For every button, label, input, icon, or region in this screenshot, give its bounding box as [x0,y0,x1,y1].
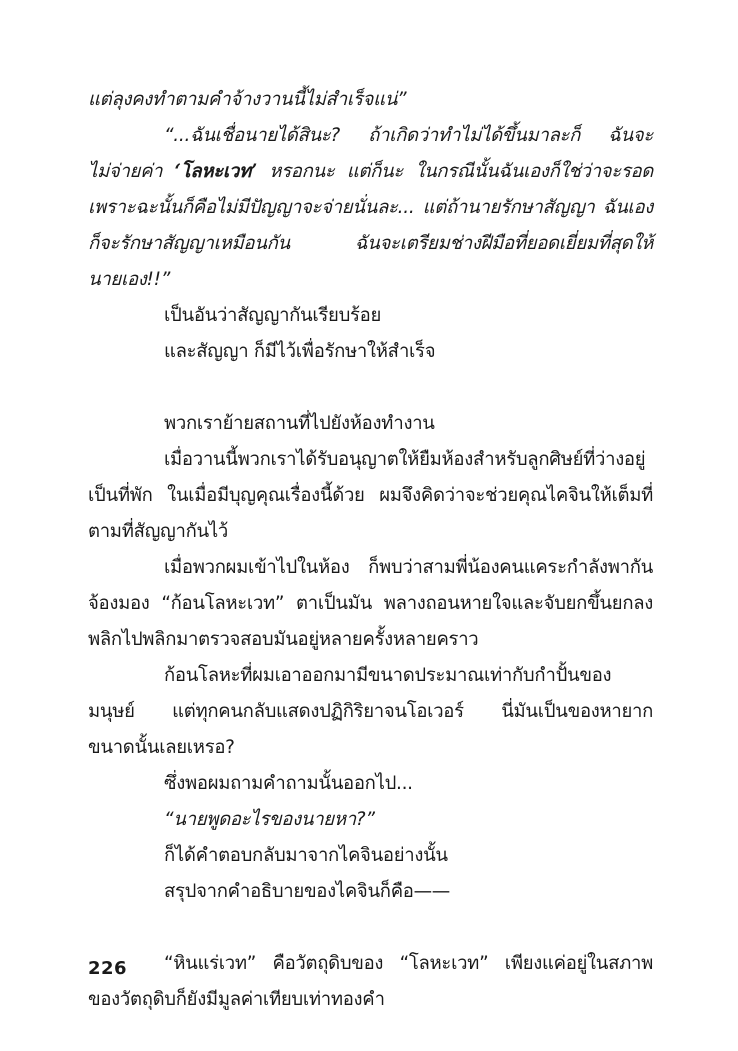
text-line: ขนาดนั้นเลยเหรอ? [88,737,235,758]
text-line: สรุปจากคำอธิบายของไคจินก็คือ—— [164,881,450,902]
text-line: “...ฉันเชื่อนายได้สินะ? ถ้าเกิดว่าทำไม่ได้ขึ้นมาละก็ ฉันจะ [164,125,653,146]
body-text [88,82,653,1018]
text-line: “หินแร่เวท” คือวัตถุดิบของ “โลหะเวท” เพียงแค่อยู่ในสภาพ [164,953,653,974]
text-line: จ้องมอง “ก้อนโลหะเวท” ตาเป็นมัน พลางถอนหายใจและจับยกขึ้นยกลง [88,593,653,614]
text-line: ก็จะรักษาสัญญาเหมือนกัน ฉันจะเตรียมช่างฝีมือที่ยอดเยี่ยมที่สุดให้ [88,233,653,254]
emphasized-term: ‘โลหะเวท’ [174,161,257,182]
text-line-part: หรอกนะ แต่ก็นะ ในกรณีนั้นฉันเองก็ใช่ว่าจะรอด [257,161,654,182]
paragraph-gap [88,370,653,406]
text-line: ของวัตถุดิบก็ยังมีมูลค่าเทียบเท่าทองคำ [88,989,385,1010]
text-line: เมื่อพวกผมเข้าไปในห้อง ก็พบว่าสามพี่น้องคนแคระกำลังพากัน [164,557,653,578]
paragraph-gap [88,910,653,946]
text-line: “นายพูดอะไรของนายหา?” [164,809,375,830]
text-line: ก็ได้คำตอบกลับมาจากไคจินอย่างนั้น [164,845,448,866]
text-line: พวกเราย้ายสถานที่ไปยังห้องทำงาน [164,413,435,434]
text-line: เพราะฉะนั้นก็คือไม่มีปัญญาจะจ่ายนั่นละ... แต่ถ้านายรักษาสัญญา ฉันเอง [88,197,653,218]
text-line: เมื่อวานนี้พวกเราได้รับอนุญาตให้ยืมห้องสำหรับลูกศิษย์ที่ว่างอยู่ [164,449,646,470]
text-line: พลิกไปพลิกมาตรวจสอบมันอยู่หลายครั้งหลายคราว [88,629,479,650]
text-line: และสัญญา ก็มีไว้เพื่อรักษาให้สำเร็จ [164,341,436,362]
text-line: ซึ่งพอผมถามคำถามนั้นออกไป... [164,773,413,794]
text-line: ตามที่สัญญากันไว้ [88,521,228,542]
text-line-part: ไม่จ่ายค่า [88,161,175,182]
text-line [88,154,653,190]
page-number: 226 [88,958,128,979]
text-line: เป็นที่พัก ในเมื่อมีบุญคุณเรื่องนี้ด้วย ผมจึงคิดว่าจะช่วยคุณไคจินให้เต็มที่ [88,485,653,506]
text-line: เป็นอันว่าสัญญากันเรียบร้อย [164,305,382,326]
text-line: แต่ลุงคงทำตามคำจ้างวานนี้ไม่สำเร็จแน่” [88,89,407,110]
text-line: นายเอง!!” [88,269,171,290]
text-line: มนุษย์ แต่ทุกคนกลับแสดงปฏิกิริยาจนโอเวอร์ นี่มันเป็นของหายาก [88,701,653,722]
text-line: ก้อนโลหะที่ผมเอาออกมามีขนาดประมาณเท่ากับกำปั้นของ [164,665,612,686]
